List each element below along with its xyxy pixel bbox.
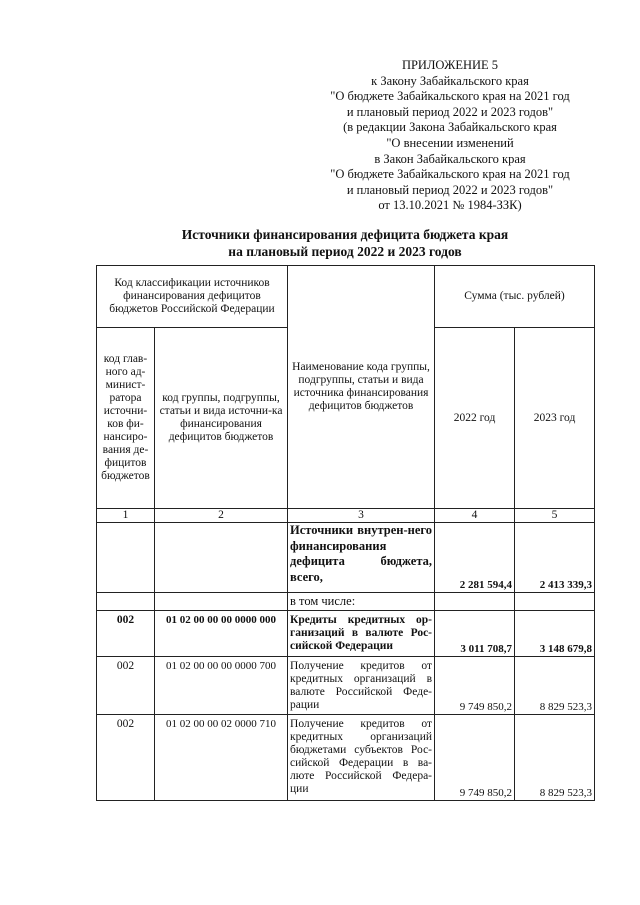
appendix-line: к Закону Забайкальского края: [371, 73, 529, 88]
admin-code-header: код глав-ного ад-минист-ратора источни-ков фи-нансиро-вания де-фицитов бюджетов: [97, 328, 155, 509]
admin-code-cell: 002: [97, 657, 155, 715]
table-row: [97, 523, 595, 593]
admin-code-cell: [97, 593, 155, 611]
source-name-cell: Получение кредитов от кредитных организаций в валюте Российской Феде-рации: [288, 657, 435, 715]
amount-2023-cell: 2 413 339,3: [515, 523, 595, 593]
appendix-header: [300, 58, 600, 214]
amount-2022-cell: [435, 593, 515, 611]
appendix-line: ПРИЛОЖЕНИЕ 5: [401, 58, 499, 72]
appendix-line: и плановый период 2022 и 2023 годов": [346, 104, 554, 119]
column-number: 2: [155, 509, 288, 523]
source-name-cell: в том числе:: [288, 593, 435, 611]
group-code-cell: 01 02 00 00 00 0000 000: [155, 611, 288, 657]
column-number: 4: [435, 509, 515, 523]
amount-2022-cell: 3 011 708,7: [435, 611, 515, 657]
appendix-line: и плановый период 2022 и 2023 годов": [346, 182, 554, 197]
amount-2023-cell: [515, 593, 595, 611]
appendix-line: от 13.10.2021 № 1984-ЗЗК): [378, 198, 522, 213]
column-number: 5: [515, 509, 595, 523]
appendix-line: "О внесении изменений: [386, 135, 514, 150]
group-code-cell: 01 02 00 00 00 0000 700: [155, 657, 288, 715]
source-name-cell: Кредиты кредитных ор-ганизаций в валюте Рос-сийской Федерации: [288, 611, 435, 657]
group-code-header: код группы, подгруппы, статьи и вида источни-ка финансирования дефицитов бюджетов: [155, 328, 288, 509]
admin-code-cell: [97, 523, 155, 593]
source-name-cell: Получение кредитов от кредитных организаций бюджетами субъектов Рос-сийской Федерации в ва-люте Российской Федера-ции: [288, 715, 435, 801]
table-row: [97, 611, 595, 657]
financing-sources-table: [96, 265, 595, 801]
appendix-line: "О бюджете Забайкальского края на 2021 год: [330, 89, 570, 104]
year-2022-header: 2022 год: [435, 328, 515, 509]
group-code-cell: 01 02 00 00 02 0000 710: [155, 715, 288, 801]
name-header: Наименование кода группы, подгруппы, статьи и вида источника финансирования дефицитов бюджетов: [288, 266, 435, 509]
year-2023-header: 2023 год: [515, 328, 595, 509]
amount-2023-cell: 3 148 679,8: [515, 611, 595, 657]
admin-code-cell: 002: [97, 611, 155, 657]
group-code-cell: [155, 523, 288, 593]
amount-2023-cell: 8 829 523,3: [515, 657, 595, 715]
title-line-1: Источники финансирования дефицита бюджета края: [181, 227, 509, 242]
classification-header: Код классификации источников финансирования дефицитов бюджетов Российской Федерации: [97, 266, 288, 328]
title-line-2: на плановый период 2022 и 2023 годов: [228, 244, 462, 259]
appendix-line: в Закон Забайкальского края: [374, 151, 526, 166]
column-number: 3: [288, 509, 435, 523]
sum-header: Сумма (тыс. рублей): [435, 266, 595, 328]
amount-2022-cell: 9 749 850,2: [435, 657, 515, 715]
table-row: [97, 657, 595, 715]
amount-2022-cell: 2 281 594,4: [435, 523, 515, 593]
amount-2022-cell: 9 749 850,2: [435, 715, 515, 801]
table-row: [97, 593, 595, 611]
group-code-cell: [155, 593, 288, 611]
appendix-line: "О бюджете Забайкальского края на 2021 год: [330, 167, 570, 182]
table-row: [97, 715, 595, 801]
source-name-cell: Источники внутрен-него финансирования дефицита бюджета, всего,: [288, 523, 435, 593]
amount-2023-cell: 8 829 523,3: [515, 715, 595, 801]
document-title: [120, 226, 570, 260]
admin-code-cell: 002: [97, 715, 155, 801]
column-number: 1: [97, 509, 155, 523]
appendix-line: (в редакции Закона Забайкальского края: [343, 120, 557, 135]
